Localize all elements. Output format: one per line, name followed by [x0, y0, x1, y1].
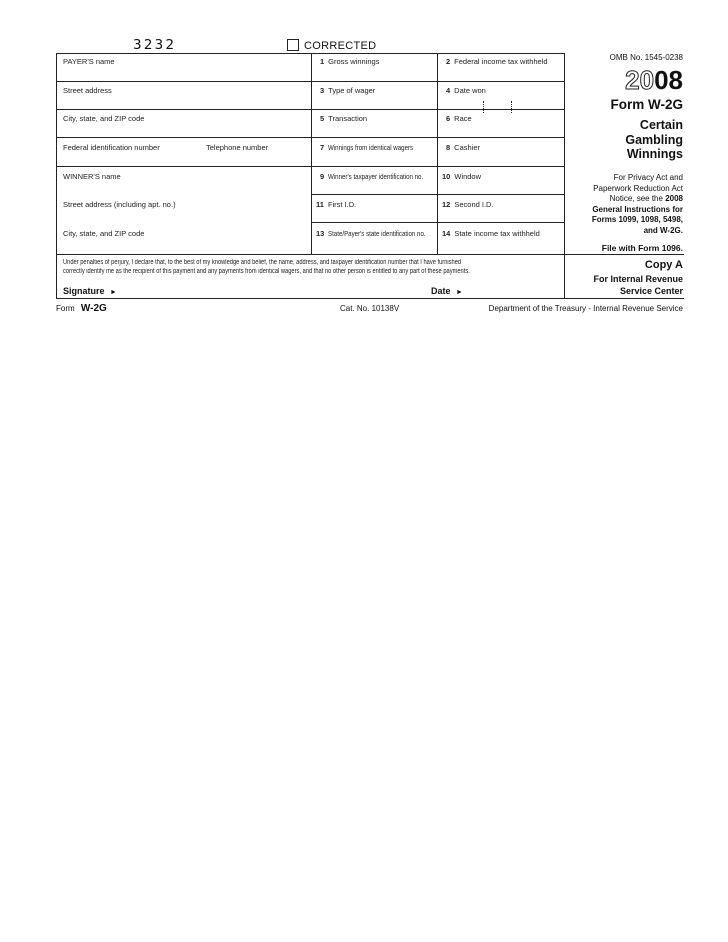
- box-5[interactable]: [320, 114, 367, 123]
- box-number: 1: [320, 57, 325, 66]
- box-number: 6: [446, 114, 451, 123]
- file-with: File with Form 1096.: [601, 243, 683, 253]
- for-irs-line: For Internal Revenue: [593, 274, 683, 284]
- arrow-icon: ►: [456, 289, 463, 296]
- footer-cat-no: Cat. No. 10138V: [340, 304, 400, 313]
- box-label: Date won: [454, 86, 486, 95]
- city-label: City, state, and ZIP code: [63, 114, 145, 123]
- box-12[interactable]: [442, 200, 494, 209]
- form-title: Certain Gambling Winnings: [625, 118, 683, 161]
- box-label: Gross winnings: [328, 57, 380, 66]
- privacy-line: Paperwork Reduction Act: [593, 183, 683, 193]
- corrected-checkbox[interactable]: [287, 39, 299, 51]
- date-field[interactable]: [431, 286, 463, 296]
- winner-street-label: Street address (including apt. no.): [63, 200, 176, 209]
- box-label: Second I.D.: [454, 200, 494, 209]
- box-label: Winnings from identical wagers: [328, 143, 414, 152]
- grid-line: [56, 53, 564, 54]
- box-number: 9: [320, 172, 325, 181]
- corrected-label: CORRECTED: [304, 40, 377, 52]
- box-number: 5: [320, 114, 325, 123]
- grid-line: [437, 53, 438, 254]
- omb-number: OMB No. 1545-0238: [609, 53, 683, 62]
- privacy-line: Notice, see the 2008: [609, 194, 683, 203]
- winner-city-label: City, state, and ZIP code: [63, 229, 145, 238]
- box-9[interactable]: [320, 172, 444, 181]
- instructions-line: General Instructions for: [592, 204, 683, 214]
- box-number: 11: [316, 200, 324, 209]
- grid-line: [311, 53, 312, 254]
- box-14[interactable]: [442, 229, 540, 238]
- box-label: Race: [454, 114, 472, 123]
- grid-line: [56, 254, 684, 255]
- box-number: 3: [320, 86, 325, 95]
- privacy-notice: [592, 173, 683, 236]
- box-number: 10: [442, 172, 451, 181]
- tax-year: [625, 66, 683, 94]
- box-1[interactable]: [320, 57, 379, 66]
- box-number: 8: [446, 143, 451, 152]
- box-label: Transaction: [328, 114, 368, 123]
- box-10[interactable]: [442, 172, 481, 181]
- payer-name-label: PAYER'S name: [63, 57, 115, 66]
- box-label: Cashier: [454, 143, 481, 152]
- signature-label: Signature: [63, 286, 105, 296]
- arrow-icon: ►: [110, 289, 117, 296]
- box-8[interactable]: [446, 143, 480, 152]
- copy-label: Copy A: [644, 259, 683, 271]
- year-outline: 20: [625, 65, 655, 95]
- box-label: Winner's taxpayer identification no.: [328, 172, 424, 181]
- perjury-line: Under penalties of perjury, I declare that, to the best of my knowledge and belief, the name, address, and taxpayer identification number that I have furnished: [63, 259, 462, 266]
- for-irs: [593, 274, 683, 297]
- box-number: 12: [442, 200, 451, 209]
- date-separator: [511, 101, 512, 113]
- box-6[interactable]: [446, 114, 472, 123]
- grid-line: [56, 166, 564, 167]
- box-number: 2: [446, 57, 451, 66]
- box-13[interactable]: [316, 229, 447, 238]
- box-label: Window: [454, 172, 482, 181]
- instructions-line: Forms 1099, 1098, 5498,: [591, 215, 683, 224]
- box-label: State income tax withheld: [454, 229, 540, 238]
- for-irs-line: Service Center: [619, 285, 683, 296]
- box-number: 14: [442, 229, 451, 238]
- footer-form-word: Form: [56, 304, 75, 313]
- footer-department: Department of the Treasury - Internal Revenue Service: [488, 304, 683, 313]
- street-label: Street address: [63, 86, 112, 95]
- form-code: 3232: [133, 38, 177, 53]
- box-label: Type of wager: [328, 86, 376, 95]
- privacy-line: For Privacy Act and: [613, 173, 683, 182]
- date-separator: [483, 101, 484, 113]
- perjury-statement: [63, 258, 559, 276]
- box-number: 4: [446, 86, 451, 95]
- instructions-line: and W-2G.: [643, 225, 683, 235]
- year-solid: 08: [654, 65, 683, 95]
- form-name: Form W-2G: [610, 97, 683, 112]
- box-7[interactable]: [320, 143, 432, 152]
- footer-form: [56, 303, 107, 314]
- winner-name-label: WINNER'S name: [63, 172, 121, 181]
- box-11[interactable]: [316, 200, 356, 209]
- box-4[interactable]: [446, 86, 486, 95]
- box-label: State/Payer's state identification no.: [328, 229, 426, 238]
- box-3[interactable]: [320, 86, 375, 95]
- grid-line: [56, 53, 57, 298]
- signature-field[interactable]: [63, 286, 117, 296]
- perjury-line: correctly identify me as the recipient of this payment and any payments from identical wagers, and that no other person is entitled to any part of these payments.: [63, 268, 470, 275]
- grid-line: [56, 298, 684, 299]
- fed-id-label: Federal identification number: [63, 143, 160, 152]
- box-label: First I.D.: [327, 200, 357, 209]
- box-number: 7: [320, 143, 325, 152]
- grid-line: [56, 109, 564, 110]
- box-number: 13: [316, 229, 325, 238]
- date-label: Date: [431, 286, 451, 296]
- telephone-label: Telephone number: [206, 143, 269, 152]
- footer-form-id: W-2G: [80, 303, 107, 314]
- grid-line: [564, 53, 565, 298]
- grid-line: [56, 81, 564, 82]
- box-label: Federal income tax withheld: [454, 57, 548, 66]
- grid-line: [56, 137, 564, 138]
- box-2[interactable]: [446, 57, 548, 66]
